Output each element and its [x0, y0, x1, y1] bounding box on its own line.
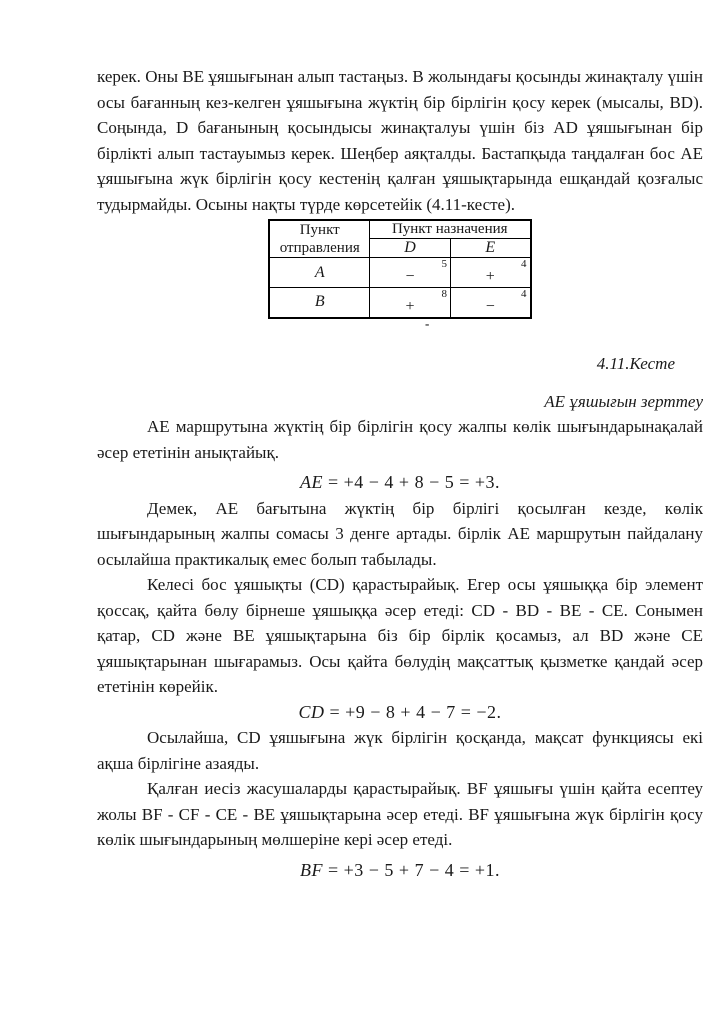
unit-cost: 8 — [441, 288, 447, 300]
paragraph-cd-analysis: Келесі бос ұяшықты (CD) қарастырайық. Егер осы ұяшыққа бір элемент қоссақ, қайта бөлу бірнеше ұяшыққа әсер етеді: CD - BD - BE - CE. Сонымен қатар, CD және BE ұяшықтарына біз бір бірлік қосамыз, ал BD және CE ұяшықтарынан шығарамыз. Осы қайта бөлудің мақсаттық қызметке қандай әсер ететінін көрейік. — [97, 575, 703, 696]
formula-cd — [97, 700, 703, 726]
adjustment-sign: + — [405, 298, 415, 315]
cost-cell-be — [450, 288, 530, 318]
formula-bf — [97, 858, 703, 884]
table-row-a — [269, 258, 530, 288]
cost-cell-bd — [369, 288, 450, 318]
origin-label: B — [269, 288, 369, 318]
paragraph-continuation: керек. Оны BE ұяшығынан алып тастаңыз. В жолындағы қосынды жинақталу үшін осы бағанның кез-келген ұяшығына жүктің бір бірлігін қосу керек (мысалы, BD). Соңында, D бағанының қосындысы жинақталуы үшін біз AD ұяшығынан бір бірлікті алып тастауымыз керек. Шеңбер аяқталды. Бастапқыда таңдалған бос АЕ ұяшығына жүк бірлігін қосу кестенің қалған ұяшықтарында ешқандай қозғалыс тудырмайды. Осыны нақты түрде көрсетейік (4.11-кесте). — [97, 67, 703, 214]
formula-cd-expression: = +9 − 8 + 4 − 7 = −2. — [329, 701, 502, 722]
paragraph-ae-conclusion: Демек, АЕ бағытына жүктің бір бірлігі қосылған кезде, көлік шығындарының жалпы сомасы 3 денге артады. бірлік АЕ маршрутын пайдалану осылайша практикалық емес болып табылады. — [97, 498, 703, 569]
destination-group-header: Пункт назначения — [369, 220, 530, 239]
formula-ae — [97, 470, 703, 496]
table-caption-number: 4.11.Кесте — [596, 354, 675, 373]
formula-ae-expression: = +4 − 4 + 8 − 5 = +3. — [327, 472, 501, 492]
unit-cost: 5 — [441, 258, 447, 270]
transport-table — [268, 219, 531, 319]
table-caption-title: АЕ ұяшығын зерттеу — [544, 391, 703, 411]
column-header-e: E — [450, 239, 530, 258]
formula-bf-name: BF — [299, 859, 323, 880]
adjustment-sign: − — [405, 268, 415, 285]
cost-cell-ad — [369, 258, 450, 288]
formula-ae-name: AE — [299, 472, 323, 492]
formula-bf-expression: = +3 − 5 + 7 − 4 = +1. — [327, 859, 501, 880]
origin-column-header: Пункт отправления — [269, 220, 369, 258]
adjustment-sign: − — [485, 298, 495, 315]
paragraph-bf-analysis: Қалған иесіз жасушаларды қарастырайық. BF ұяшығы үшін қайта есептеу жолы BF - CF - CE - BE ұяшықтарына әсер етеді. BF ұяшығына жүк бірлігін қосу көлік шығындарының мөлшеріне кері әсер етеді. — [97, 779, 703, 849]
paragraph-ae-intro: АЕ маршрутына жүктің бір бірлігін қосу жалпы көлік шығындарынақалай әсер ететінін анықтайық. — [97, 417, 703, 462]
unit-cost: 4 — [521, 288, 527, 300]
column-header-d: D — [369, 239, 450, 258]
adjustment-sign: + — [485, 268, 495, 285]
formula-cd-name: CD — [298, 701, 325, 722]
cost-cell-ae — [450, 258, 530, 288]
unit-cost: 4 — [521, 258, 527, 270]
text-block — [97, 0, 703, 883]
paragraph-cd-conclusion: Осылайша, CD ұяшығына жүк бірлігін қосқанда, мақсат функциясы екі ақша бірлігіне азаяды. — [97, 728, 703, 773]
transport-table-container — [97, 219, 703, 337]
origin-label: A — [269, 258, 369, 288]
clipped-row-artifact: - — [425, 316, 430, 331]
table-row-b — [269, 288, 530, 318]
